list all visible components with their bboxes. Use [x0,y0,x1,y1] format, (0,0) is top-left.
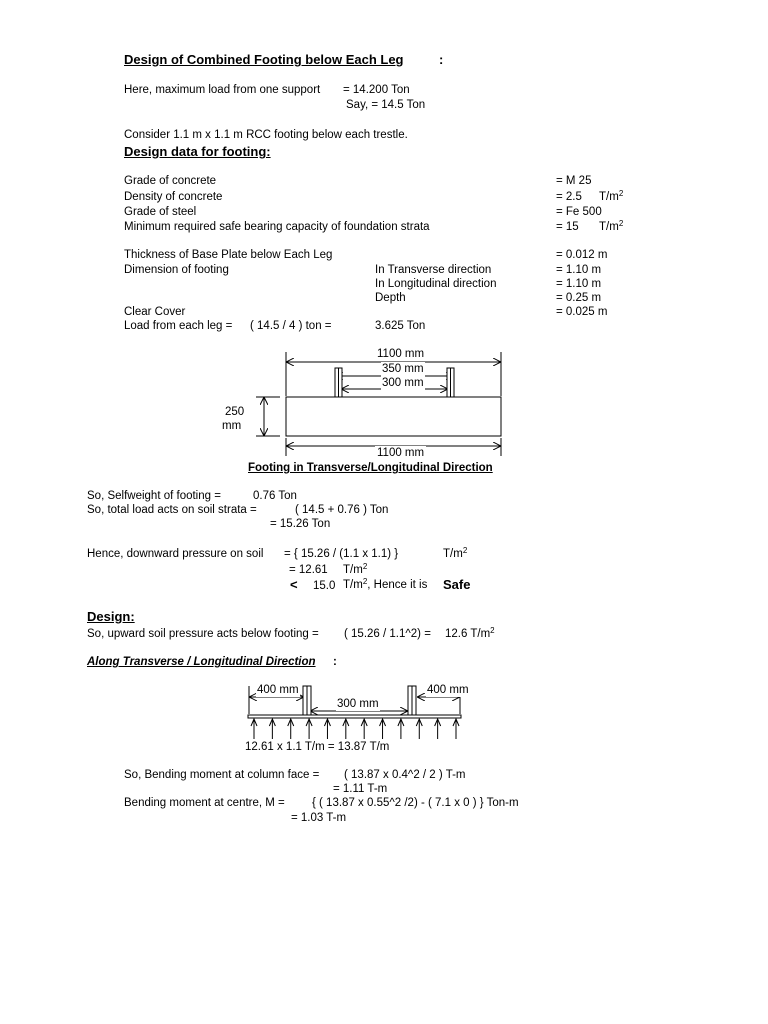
along-colon: : [333,656,337,668]
clear-cover-value: = 0.025 m [556,306,608,318]
grade-steel-value: = Fe 500 [556,206,602,218]
pressure-arrow [453,719,459,739]
density-unit: $T/m^2$ [599,189,624,203]
load-leg-expr: ( 14.5 / 4 ) ton = [250,320,332,332]
fig1-height-unit: mm [222,420,242,432]
fig1-top-dim: 1100 mm [377,348,425,360]
fig1-bottom-dim: 1100 mm [377,447,425,459]
dimension-label: Dimension of footing [124,264,229,276]
load-leg-label: Load from each leg = [124,320,233,332]
grade-steel-label: Grade of steel [124,206,197,218]
fig2-right-dim: 400 mm [427,684,469,696]
fig2-left-dim: 400 mm [257,684,299,696]
base-plate-value: = 0.012 m [556,249,608,261]
sbc-unit: $T/m^2$ [599,219,624,233]
density-label: Density of concrete [124,191,223,203]
fig1-height-dim: 250 [225,406,245,418]
upward-expr: ( 15.26 / 1.1^2) = [344,628,431,640]
pressure-arrow [416,719,422,739]
pressure-arrow [361,719,367,739]
pressure-expr: = { 15.26 / (1.1 x 1.1) } [284,548,399,560]
upward-value: 12.6 $T/m^2$ [445,626,495,640]
bm-face-label: So, Bending moment at column face = [124,769,320,781]
pressure-value: = 12.61 [289,564,328,576]
fig1-inner-dim: 300 mm [382,377,424,389]
bm-centre-label: Bending moment at centre, M = [124,797,285,809]
base-plate-label: Thickness of Base Plate below Each Leg [124,249,333,261]
pressure-arrow [380,719,386,739]
bm-centre-value: = 1.03 T-m [291,812,347,824]
less-than-symbol: < [290,577,298,592]
pressure-arrow [269,719,275,739]
pressure-arrow [398,719,404,739]
transverse-value: = 1.10 m [556,264,602,276]
upward-label: So, upward soil pressure acts below footing = [87,628,319,640]
max-load-value: = 14.200 Ton [343,84,410,96]
grade-concrete-value: = M 25 [556,175,592,187]
bm-face-value: = 1.11 T-m [333,783,388,795]
selfweight-label: So, Selfweight of footing = [87,490,221,502]
along-heading: Along Transverse / Longitudinal Direction [87,656,316,668]
limit-unit: $T/m^2$, Hence it is [343,577,428,591]
title-colon: : [439,52,444,67]
page-title: Design of Combined Footing below Each Leg [124,52,404,67]
say-value: Say, = 14.5 Ton [346,99,426,111]
pressure-unit: $T/m^2$ [443,546,468,560]
pressure-arrow [324,719,330,739]
total-load-value: = 15.26 Ton [270,518,331,530]
density-value: = 2.5 [556,191,582,203]
longitudinal-label: In Longitudinal direction [375,278,497,290]
fig2-load-text: 12.61 x 1.1 T/m = 13.87 T/m [245,741,390,753]
pressure-label: Hence, downward pressure on soil [87,548,264,560]
consider-text: Consider 1.1 m x 1.1 m RCC footing below each trestle. [124,129,408,141]
bm-centre-expr: { ( 13.87 x 0.55^2 /2) - ( 7.1 x 0 ) } Ton-m [312,797,519,809]
clear-cover-label: Clear Cover [124,306,186,318]
total-load-expr: ( 14.5 + 0.76 ) Ton [295,504,389,516]
depth-value: = 0.25 m [556,292,602,304]
safe-text: Safe [443,577,471,592]
depth-label: Depth [375,292,406,304]
pressure-arrow [306,719,312,739]
pressure-arrow [288,719,294,739]
fig2-mid-dim: 300 mm [337,698,379,710]
sbc-value: = 15 [556,221,579,233]
pressure-arrow [435,719,441,739]
bm-face-expr: ( 13.87 x 0.4^2 / 2 ) T-m [344,769,466,781]
limit-value: 15.0 [313,580,336,592]
design-data-heading: Design data for footing: [124,144,271,159]
transverse-label: In Transverse direction [375,264,492,276]
sbc-label: Minimum required safe bearing capacity of foundation strata [124,221,430,233]
pressure-arrow [251,719,257,739]
max-load-label: Here, maximum load from one support [124,84,321,96]
total-load-label: So, total load acts on soil strata = [87,504,257,516]
pressure-value-unit: $T/m^2$ [343,562,368,576]
design-heading: Design: [87,609,135,624]
pressure-arrow [343,719,349,739]
load-leg-value: 3.625 Ton [375,320,426,332]
grade-concrete-label: Grade of concrete [124,175,217,187]
selfweight-value: 0.76 Ton [253,490,297,502]
fig1-caption: Footing in Transverse/Longitudinal Direction [248,462,493,474]
fig1-mid-dim: 350 mm [382,363,424,375]
longitudinal-value: = 1.10 m [556,278,602,290]
